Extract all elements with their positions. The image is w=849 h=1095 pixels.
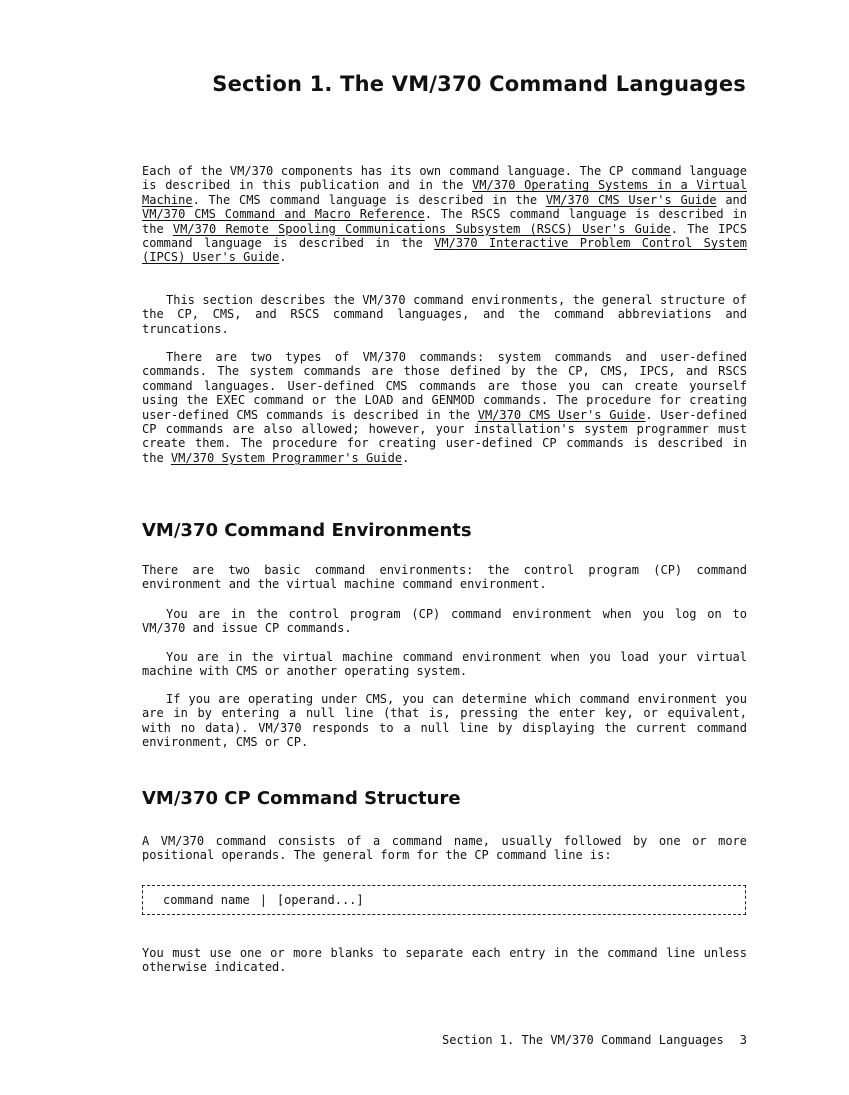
- page-footer: [0, 1033, 747, 1047]
- publication-title: VM/370 Interactive Problem Control System (IPCS) User's Guide: [142, 236, 747, 265]
- text-run: There are two types of VM/370 commands: system commands and user-defined commands. The system commands are those defined by the CP, CMS, IPCS, and RSCS command languages. User-defined CMS commands are those you can create yourself using the EXEC command or the LOAD and GENMOD commands. The procedure for creating user-defined CMS commands is described in the: [142, 350, 747, 422]
- text-run: .: [279, 250, 287, 265]
- publication-title: VM/370 Remote Spooling Communications Subsystem (RSCS) User's Guide: [172, 221, 671, 236]
- structure-paragraph-1: A VM/370 command consists of a command name, usually followed by one or more positional operands. The general form for the CP command line is:: [142, 834, 747, 863]
- environments-paragraph-3: You are in the virtual machine command environment when you load your virtual machine with CMS or another operating system.: [142, 650, 747, 679]
- intro-paragraph-2: This section describes the VM/370 command environments, the general structure of the CP, CMS, and RSCS command languages, and the command abbreviations and truncations.: [142, 293, 747, 336]
- command-name-label: command name: [163, 893, 250, 907]
- publication-title: VM/370 CMS Command and Macro Reference: [142, 207, 425, 222]
- text-run: Each of the VM/370 components has its own command language. The CP command language is described in this publication and in the: [142, 164, 747, 193]
- text-run: . The RSCS command language is described in the: [142, 207, 747, 236]
- syntax-separator: |: [259, 893, 267, 907]
- operand-label: [operand...]: [276, 893, 364, 907]
- text-run: . The CMS command language is described in the: [192, 192, 546, 207]
- command-syntax-box: [142, 885, 746, 915]
- text-run: .: [402, 450, 410, 465]
- environments-paragraph-2: You are in the control program (CP) command environment when you log on to VM/370 and issue CP commands.: [142, 607, 747, 636]
- footer-running-title: Section 1. The VM/370 Command Languages: [442, 1033, 724, 1047]
- publication-title: VM/370 System Programmer's Guide: [170, 450, 403, 465]
- intro-paragraph-1: [142, 164, 747, 265]
- intro-paragraph-3: [142, 350, 747, 465]
- environments-heading: VM/370 Command Environments: [142, 520, 472, 541]
- page-number: 3: [739, 1033, 747, 1047]
- text-run: . User-defined CP commands are also allowed; however, your installation's system programmer must create them. The procedure for creating user-defined CP commands is described in the: [142, 407, 747, 465]
- publication-title: VM/370 CMS User's Guide: [477, 407, 646, 422]
- section-title: Section 1. The VM/370 Command Languages: [212, 72, 746, 96]
- text-run: . The IPCS command language is described in the: [142, 221, 747, 251]
- structure-paragraph-2: You must use one or more blanks to separate each entry in the command line unless otherwise indicated.: [142, 946, 747, 975]
- publication-title: VM/370 Operating Systems in a Virtual Machine: [142, 178, 748, 207]
- environments-paragraph-4: If you are operating under CMS, you can determine which command environment you are in by entering a null line (that is, pressing the enter key, or equivalent, with no data). VM/370 responds to a null line by displaying the current command environment, CMS or CP.: [142, 692, 747, 750]
- text-run: and: [716, 192, 747, 207]
- environments-paragraph-1: There are two basic command environments: the control program (CP) command environment and the virtual machine command environment.: [142, 563, 747, 592]
- structure-heading: VM/370 CP Command Structure: [142, 788, 461, 809]
- publication-title: VM/370 CMS User's Guide: [545, 192, 717, 207]
